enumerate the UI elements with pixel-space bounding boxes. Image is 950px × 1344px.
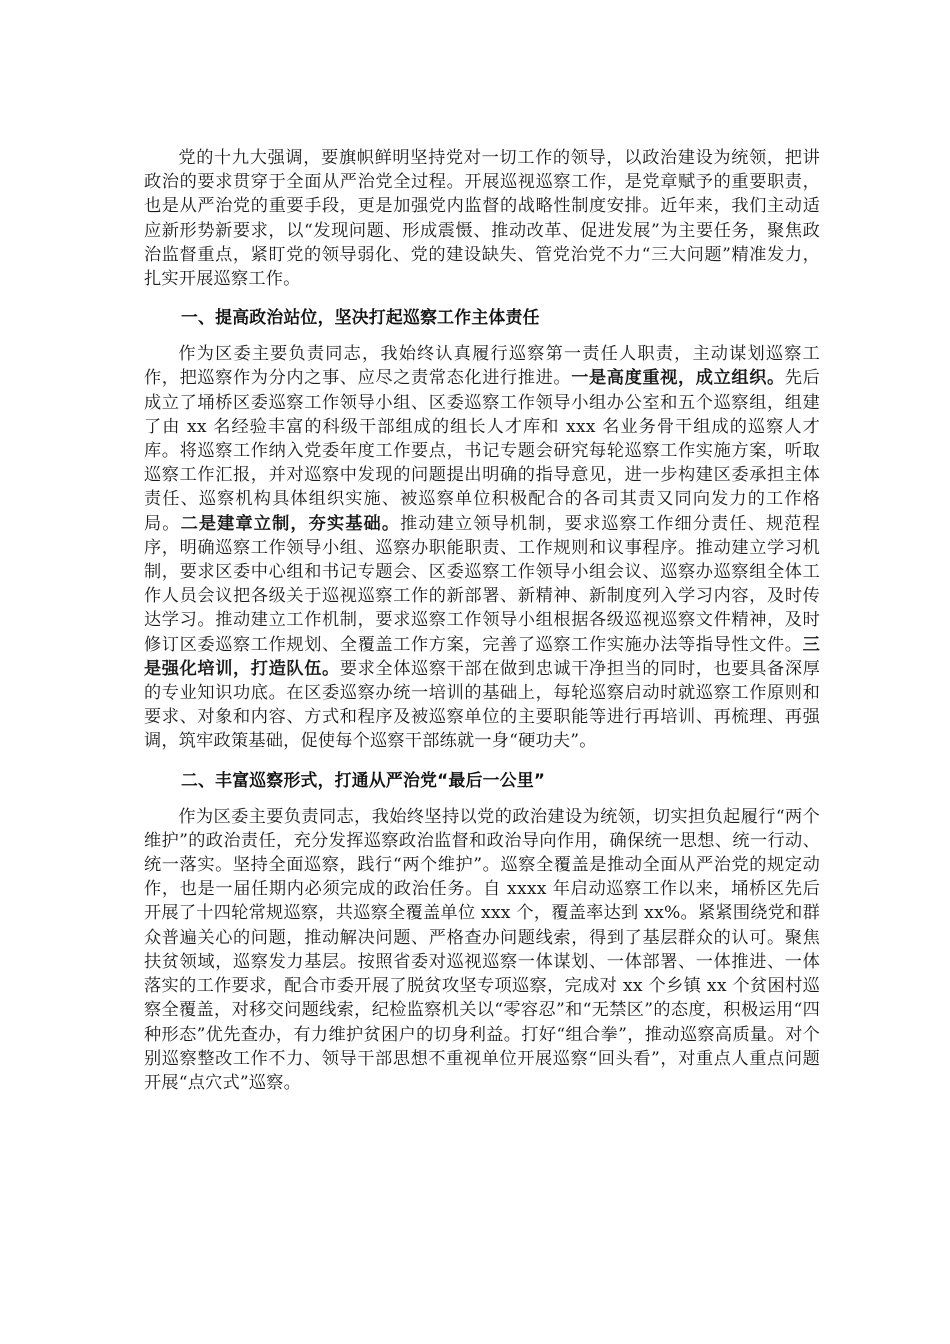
section-1-paragraph bbox=[144, 342, 820, 753]
section-1-bold-1: 一是高度重视，成立组织。 bbox=[571, 368, 785, 389]
section-1-heading: 一、提高政治站位，坚决打起巡察工作主体责任 bbox=[180, 307, 540, 328]
intro-paragraph: 党的十九大强调，要旗帜鲜明坚持党对一切工作的领导，以政治建设为统领，把讲政治的要求贯穿于全面从严治党全过程。开展巡视巡察工作，是党章赋予的重要职责，也是从严治党的重要手段，更是加强党内监督的战略性制度安排。近年来，我们主动适应新形势新要求，以“发现问题、形成震慑、推动改革、促进发展”为主要任务，聚焦政治监督重点，紧盯党的领导弱化、党的建设缺失、管党治党不力“三大问题”精准发力，扎实开展巡察工作。 bbox=[144, 148, 820, 290]
section-2-heading: 二、丰富巡察形式，打通从严治党“最后一公里” bbox=[180, 769, 546, 790]
section-1-text-2: 先后成立了埇桥区委巡察工作领导小组、区委巡察工作领导小组办公室和五个巡察组，组建了由 xx 名经验丰富的科级干部组成的组长人才库和 xxx 名业务骨干组成的巡察人才库。将巡察工作纳入党委年度工作要点，书记专题会研究每轮巡察工作实施方案，听取巡察工作汇报，并对巡察中发现的问题提出明确的指导意见，进一步构建区委承担主体责任、巡察机构具体组织实施、被巡察单位积极配合的各司其责又同向发力的工作格局。 bbox=[144, 368, 821, 534]
section-1-text-1: 作为区委主要负责同志，我始终认真履行巡察第一责任人职责，主动谋划巡察工作，把巡察作为分内之事、应尽之责常态化进行推进。 bbox=[144, 344, 820, 389]
section-1-bold-3: 三是强化培训，打造队伍。 bbox=[144, 634, 820, 679]
document-body bbox=[144, 146, 820, 1108]
section-1-bold-2: 二是建章立制，夯实基础。 bbox=[180, 513, 401, 534]
section-1-text-3: 推动建立领导机制，要求巡察工作细分责任、规范程序，明确巡察工作领导小组、巡察办职能职责、工作规则和议事程序。推动建立学习机制，要求区委中心组和书记专题会、区委巡察工作领导小组会议、巡察办巡察组全体工作人员会议把各级关于巡视巡察工作的新部署、新精神、新制度列入学习内容，及时传达学习。推动建立工作机制，要求巡察工作领导小组根据各级巡视巡察文件精神，及时修订区委巡察工作规划、全覆盖工作方案，完善了巡察工作实施办法等指导性文件。 bbox=[144, 513, 820, 655]
section-2-paragraph: 作为区委主要负责同志，我始终坚持以党的政治建设为统领，切实担负起履行“两个维护”的政治责任，充分发挥巡察政治监督和政治导向作用，确保统一思想、统一行动、统一落实。坚持全面巡察，践行“两个维护”。巡察全覆盖是推动全面从严治党的规定动作，也是一届任期内必须完成的政治任务。自 xxxx 年启动巡察工作以来，埇桥区先后开展了十四轮常规巡察，共巡察全覆盖单位 xxx 个，覆盖率达到 xx%。紧紧围绕党和群众普遍关心的问题，推动解决问题、严格查办问题线索，得到了基层群众的认可。聚焦扶贫领域，巡察发力基层。按照省委对巡视巡察一体谋划、一体部署、一体推进、一体落实的工作要求，配合市委开展了脱贫攻坚专项巡察，完成对 xx 个乡镇 xx 个贫困村巡察全覆盖，对移交问题线索，纪检监察机关以“零容忍”和“无禁区”的态度，积极运用“四种形态”优先查办，有力维护贫困户的切身利益。打好“组合拳”，推动巡察高质量。对个别巡察整改工作不力、领导干部思想不重视单位开展巡察“回头看”，对重点人重点问题开展“点穴式”巡察。 bbox=[144, 806, 820, 1093]
section-1-text-4: 要求全体巡察干部在做到忠诚干净担当的同时，也要具备深厚的专业知识功底。在区委巡察办统一培训的基础上，每轮巡察启动时就巡察工作原则和要求、对象和内容、方式和程序及被巡察单位的主要职能等进行再培训、再梳理、再强调，筑牢政策基础，促使每个巡察干部练就一身“硬功夫”。 bbox=[144, 658, 821, 752]
